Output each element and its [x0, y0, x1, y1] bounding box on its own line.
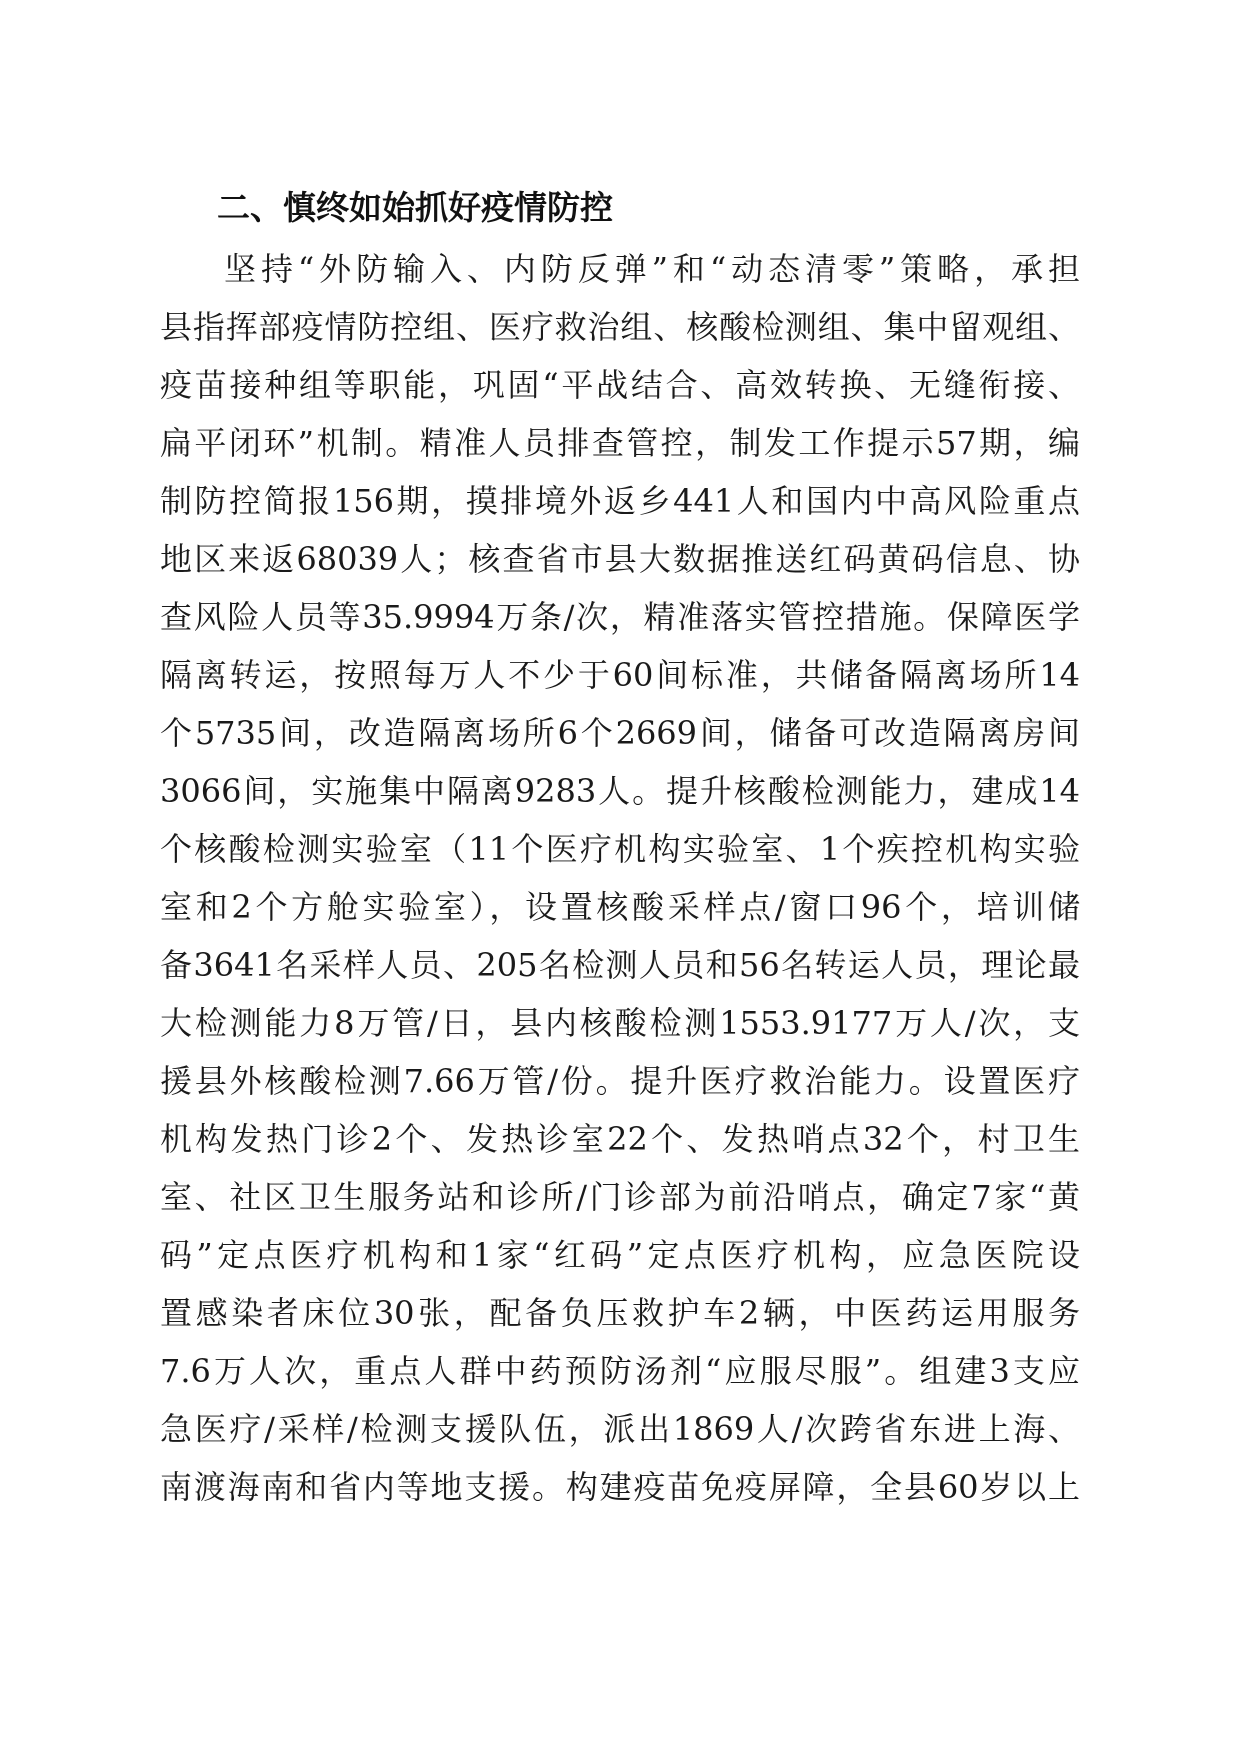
paragraph-line: 3066间，实施集中隔离9283人。提升核酸检测能力，建成14 [160, 772, 1080, 810]
paragraph-line: 大检测能力8万管/日，县内核酸检测1553.9177万人/次，支 [160, 1004, 1080, 1042]
paragraph-line: 机构发热门诊2个、发热诊室22个、发热哨点32个，村卫生 [160, 1120, 1080, 1158]
paragraph-line: 地区来返68039人；核查省市县大数据推送红码黄码信息、协 [160, 540, 1080, 578]
paragraph-line: 码”定点医疗机构和1家“红码”定点医疗机构，应急医院设 [160, 1236, 1080, 1274]
paragraph-line: 7.6万人次，重点人群中药预防汤剂“应服尽服”。组建3支应 [160, 1352, 1080, 1390]
paragraph-line: 疫苗接种组等职能，巩固“平战结合、高效转换、无缝衔接、 [160, 366, 1080, 404]
paragraph-line: 南渡海南和省内等地支援。构建疫苗免疫屏障，全县60岁以上 [160, 1468, 1080, 1506]
paragraph-line: 制防控简报156期，摸排境外返乡441人和国内中高风险重点 [160, 482, 1080, 520]
paragraph-line: 室、社区卫生服务站和诊所/门诊部为前沿哨点，确定7家“黄 [160, 1178, 1080, 1216]
paragraph-line: 个核酸检测实验室（11个医疗机构实验室、1个疾控机构实验 [160, 830, 1080, 868]
paragraph-line: 备3641名采样人员、205名检测人员和56名转运人员，理论最 [160, 946, 1080, 984]
paragraph-line: 急医疗/采样/检测支援队伍，派出1869人/次跨省东进上海、 [160, 1410, 1080, 1448]
paragraph-line: 置感染者床位30张，配备负压救护车2辆，中医药运用服务 [160, 1294, 1080, 1332]
paragraph-line: 室和2个方舱实验室），设置核酸采样点/窗口96个，培训储 [160, 888, 1080, 926]
paragraph-line: 查风险人员等35.9994万条/次，精准落实管控措施。保障医学 [160, 598, 1080, 636]
section-heading: 二、慎终如始抓好疫情防控 [217, 188, 613, 227]
body-paragraph [160, 240, 1080, 1516]
paragraph-line: 个5735间，改造隔离场所6个2669间，储备可改造隔离房间 [160, 714, 1080, 752]
paragraph-line: 隔离转运，按照每万人不少于60间标准，共储备隔离场所14 [160, 656, 1080, 694]
paragraph-line: 坚持“外防输入、内防反弹”和“动态清零”策略，承担 [224, 250, 1080, 288]
paragraph-line: 扁平闭环”机制。精准人员排查管控，制发工作提示57期，编 [160, 424, 1080, 462]
paragraph-line: 援县外核酸检测7.66万管/份。提升医疗救治能力。设置医疗 [160, 1062, 1080, 1100]
paragraph-line: 县指挥部疫情防控组、医疗救治组、核酸检测组、集中留观组、 [160, 308, 1080, 346]
